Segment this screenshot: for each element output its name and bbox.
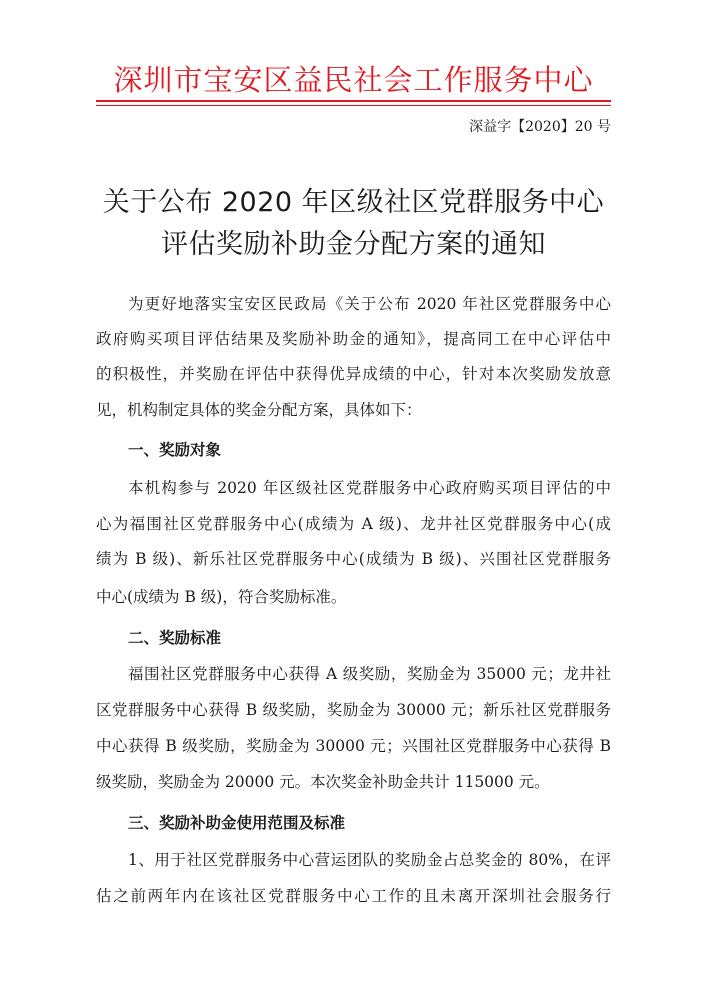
section-line: 区党群服务中心获得 B 级奖励，奖励金为 30000 元；新乐社区党群服务 bbox=[96, 701, 611, 719]
section-heading: 二、奖励标准 bbox=[128, 629, 222, 647]
intro-line: 为更好地落实宝安区民政局《关于公布 2020 年社区党群服务中心 bbox=[128, 295, 611, 313]
document-number: 深益字【2020】20 号 bbox=[469, 119, 611, 135]
header-rule-thick bbox=[96, 100, 611, 102]
section-line: 中心(成绩为 B 级)，符合奖励标准。 bbox=[96, 588, 347, 606]
section-heading: 一、奖励对象 bbox=[128, 441, 222, 459]
header-rule-thin bbox=[96, 105, 611, 106]
section-line: 绩为 B 级)、新乐社区党群服务中心(成绩为 B 级)、兴围社区党群服务 bbox=[96, 550, 611, 568]
section-line: 心为福围社区党群服务中心(成绩为 A 级)、龙井社区党群服务中心(成 bbox=[96, 515, 611, 533]
organization-name: 深圳市宝安区益民社会工作服务中心 bbox=[113, 63, 594, 97]
section-line: 估之前两年内在该社区党群服务中心工作的且未离开深圳社会服务行 bbox=[96, 887, 611, 905]
document-title-line-2: 评估奖励补助金分配方案的通知 bbox=[161, 229, 546, 260]
intro-line: 的积极性，并奖励在评估中获得优异成绩的中心，针对本次奖励发放意 bbox=[96, 365, 611, 383]
section-line: 中心获得 B 级奖励，奖励金为 30000 元；兴围社区党群服务中心获得 B bbox=[96, 737, 611, 755]
document-title-line-1: 关于公布 2020 年区级社区党群服务中心 bbox=[102, 187, 605, 218]
section-line: 1、用于社区党群服务中心营运团队的奖励金占总奖金的 80%，在评 bbox=[128, 851, 611, 869]
intro-line: 见，机构制定具体的奖金分配方案，具体如下： bbox=[96, 401, 422, 419]
section-line: 福围社区党群服务中心获得 A 级奖励，奖励金为 35000 元；龙井社 bbox=[128, 665, 611, 683]
section-heading: 三、奖励补助金使用范围及标准 bbox=[128, 814, 346, 832]
intro-line: 政府购买项目评估结果及奖励补助金的通知》，提高同工在中心评估中 bbox=[96, 330, 611, 348]
section-line: 级奖励，奖励金为 20000 元。本次奖金补助金共计 115000 元。 bbox=[96, 773, 550, 791]
section-line: 本机构参与 2020 年区级社区党群服务中心政府购买项目评估的中 bbox=[128, 479, 611, 497]
